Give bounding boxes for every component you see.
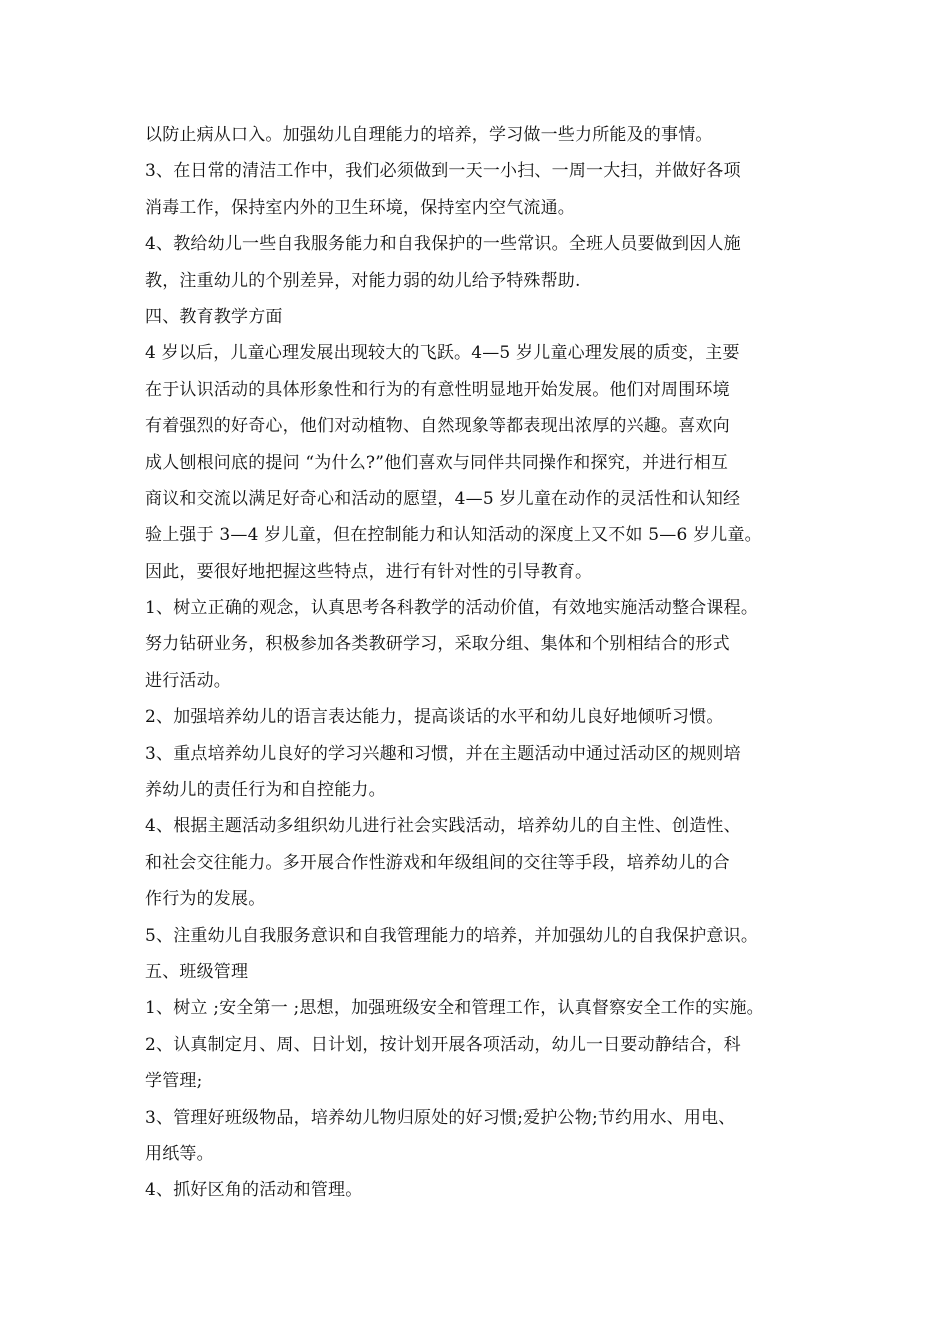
text-line: 4、教给幼儿一些自我服务能力和自我保护的一些常识。全班人员要做到因人施 xyxy=(145,234,741,255)
text-line: 消毒工作，保持室内外的卫生环境，保持室内空气流通。 xyxy=(145,197,575,218)
text-line: 商议和交流以满足好奇心和活动的愿望，4—5 岁儿童在动作的灵活性和认知经 xyxy=(145,488,741,509)
text-line: 4、抓好区角的活动和管理。 xyxy=(145,1180,363,1201)
text-line: 2、认真制定月、周、日计划，按计划开展各项活动，幼儿一日要动静结合，科 xyxy=(145,1034,741,1055)
text-line: 2、加强培养幼儿的语言表达能力，提高谈话的水平和幼儿良好地倾听习惯。 xyxy=(145,707,724,728)
text-line: 3、在日常的清洁工作中，我们必须做到一天一小扫、一周一大扫，并做好各项 xyxy=(145,161,741,182)
text-line: 1、树立 ;安全第一 ;思想，加强班级安全和管理工作，认真督察安全工作的实施。 xyxy=(145,998,764,1019)
text-line: 验上强于 3—4 岁儿童，但在控制能力和认知活动的深度上又不如 5—6 岁儿童。 xyxy=(145,525,762,546)
text-line: 以防止病从口入。加强幼儿自理能力的培养，学习做一些力所能及的事情。 xyxy=(145,125,713,145)
text-line: 在于认识活动的具体形象性和行为的有意性明显地开始发展。他们对周围环境 xyxy=(145,379,730,400)
text-line: 5、注重幼儿自我服务意识和自我管理能力的培养，并加强幼儿的自我保护意识。 xyxy=(145,925,759,946)
section-heading: 四、教育教学方面 xyxy=(145,306,283,327)
text-line: 4、根据主题活动多组织幼儿进行社会实践活动，培养幼儿的自主性、创造性、 xyxy=(145,816,741,837)
text-line: 成人刨根问底的提问 “为什么?”他们喜欢与同伴共同操作和探究，并进行相互 xyxy=(145,452,729,473)
text-line: 作行为的发展。 xyxy=(145,889,266,910)
text-line: 养幼儿的责任行为和自控能力。 xyxy=(145,780,386,801)
document-page xyxy=(145,117,815,1209)
text-line: 和社会交往能力。多开展合作性游戏和年级组间的交往等手段，培养幼儿的合 xyxy=(145,852,730,873)
text-line: 4 岁以后，儿童心理发展出现较大的飞跃。4—5 岁儿童心理发展的质变，主要 xyxy=(145,343,740,364)
text-line: 学管理; xyxy=(145,1071,203,1092)
text-line: 3、管理好班级物品，培养幼儿物归原处的好习惯;爱护公物;节约用水、用电、 xyxy=(145,1107,736,1128)
text-line: 1、树立正确的观念，认真思考各科教学的活动价值，有效地实施活动整合课程。 xyxy=(145,598,759,619)
text-line: 教，注重幼儿的个别差异，对能力弱的幼儿给予特殊帮助. xyxy=(145,270,581,291)
text-line: 有着强烈的好奇心，他们对动植物、自然现象等都表现出浓厚的兴趣。喜欢向 xyxy=(145,416,730,437)
text-line: 3、重点培养幼儿良好的学习兴趣和习惯，并在主题活动中通过活动区的规则培 xyxy=(145,743,741,764)
text-line: 努力钻研业务，积极参加各类教研学习，采取分组、集体和个别相结合的形式 xyxy=(145,634,730,655)
text-line: 进行活动。 xyxy=(145,670,231,691)
section-heading: 五、班级管理 xyxy=(145,961,249,982)
text-line: 用纸等。 xyxy=(145,1143,214,1164)
text-line: 因此，要很好地把握这些特点，进行有针对性的引导教育。 xyxy=(145,561,593,582)
